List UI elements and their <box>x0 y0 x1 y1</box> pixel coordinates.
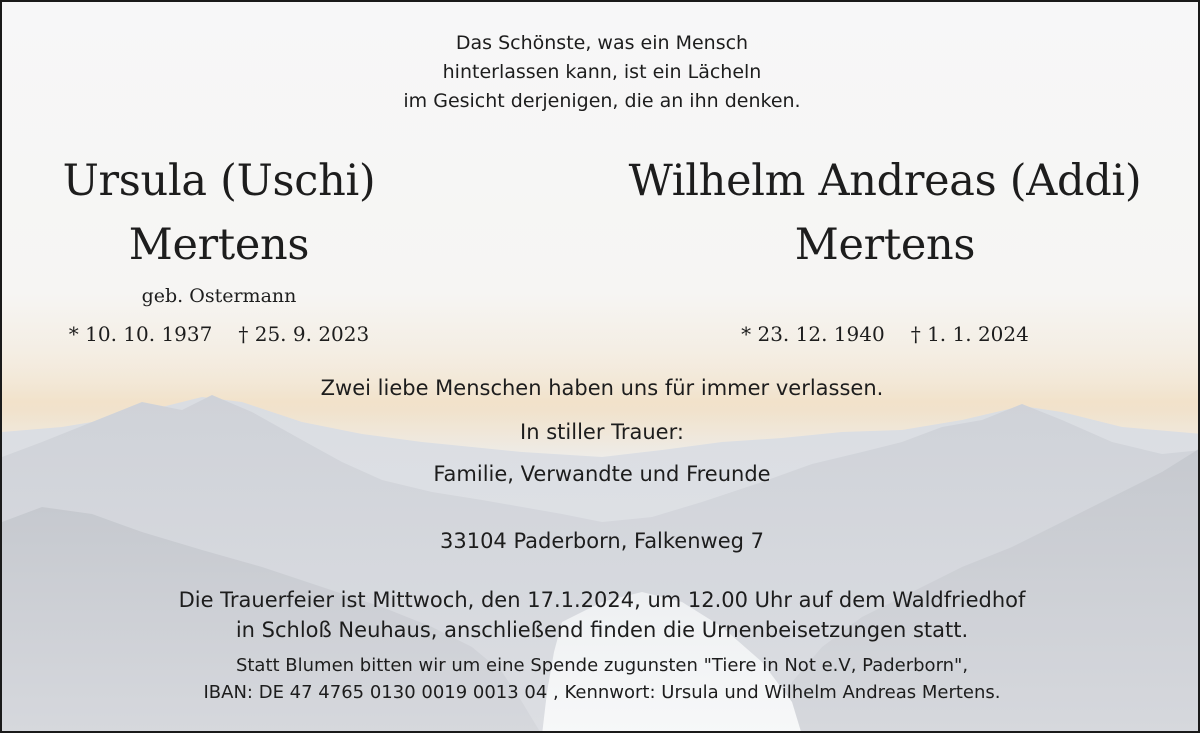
donation-line-2: IBAN: DE 47 4765 0130 0019 0013 04 , Kennwort: Ursula und Wilhelm Andreas Mertens. <box>203 682 1001 703</box>
ceremony-line-2: in Schloß Neuhaus, anschließend finden die Urnenbeisetzungen statt. <box>235 618 969 642</box>
left-dates <box>2 320 436 348</box>
donation-line-1: Statt Blumen bitten wir um eine Spende zugunsten "Tiere in Not e.V, Paderborn", <box>235 655 969 676</box>
notice-text <box>2 2 1200 733</box>
statement: Zwei liebe Menschen haben uns für immer verlassen. <box>320 376 884 400</box>
left-name-line-1: Ursula (Uschi) <box>62 156 376 206</box>
quote-line-3: im Gesicht derjenigen, die an ihn denken. <box>403 90 801 112</box>
left-maiden-name: geb. Ostermann <box>141 285 297 307</box>
right-name-line-1: Wilhelm Andreas (Addi) <box>628 156 1142 206</box>
right-birth-date: * 23. 12. 1940 <box>741 322 885 346</box>
right-surname: Mertens <box>794 220 976 270</box>
left-surname: Mertens <box>128 220 310 270</box>
left-birth-date: * 10. 10. 1937 <box>68 322 213 346</box>
ceremony-line-1: Die Trauerfeier ist Mittwoch, den 17.1.2024, um 12.00 Uhr auf dem Waldfriedhof <box>178 588 1026 612</box>
mourning-label: In stiller Trauer: <box>520 420 684 444</box>
mourners: Familie, Verwandte und Freunde <box>433 462 771 486</box>
quote-line-1: Das Schönste, was ein Mensch <box>455 32 749 54</box>
left-death-date: † 25. 9. 2023 <box>238 322 370 346</box>
right-dates <box>584 320 1186 348</box>
address: 33104 Paderborn, Falkenweg 7 <box>439 529 764 553</box>
right-death-date: † 1. 1. 2024 <box>910 322 1029 346</box>
quote-line-2: hinterlassen kann, ist ein Lächeln <box>442 61 762 83</box>
